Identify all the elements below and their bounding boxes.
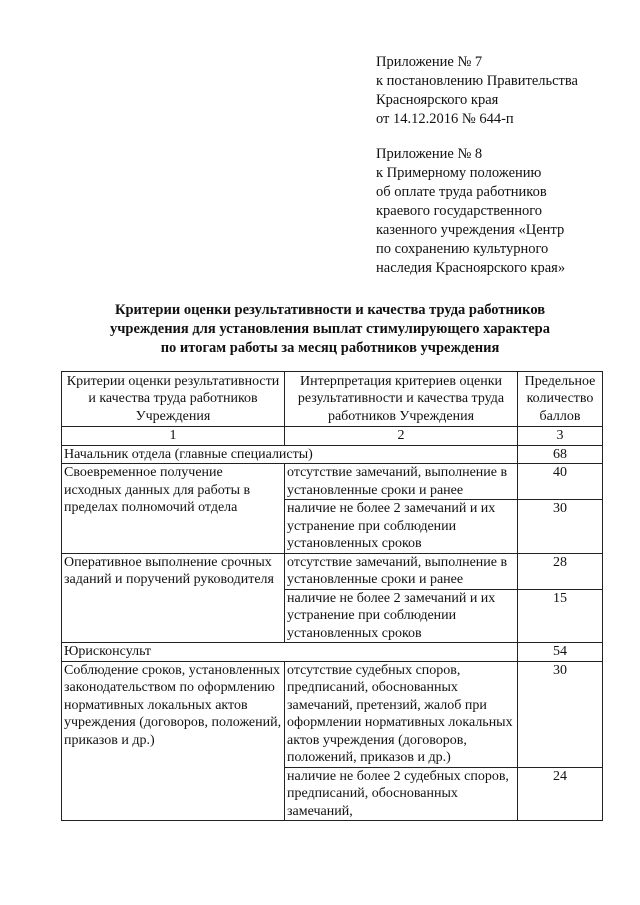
appendix-7-line: от 14.12.2016 № 644-п	[376, 111, 514, 127]
interpretation-cell: отсутствие замечаний, выполнение в установленные сроки и ранее	[285, 553, 518, 589]
appendix-8-line: краевого государственного	[376, 203, 543, 219]
col-number: 2	[285, 427, 518, 446]
title-line: Критерии оценки результативности и качества труда работников	[114, 302, 546, 318]
criterion-cell: Своевременное получение исходных данных для работы в пределах полномочий отдела	[62, 464, 285, 554]
appendix-8-line: к Примерному положению	[376, 165, 542, 181]
criteria-table	[61, 371, 603, 821]
appendix-7-line: Красноярского края	[376, 92, 499, 108]
appendix-8-line: по сохранению культурного	[376, 241, 549, 257]
points-cell: 24	[518, 767, 603, 821]
section-total: 68	[518, 445, 603, 464]
title-line: по итогам работы за месяц работников учреждения	[160, 340, 500, 356]
header-points: Предельное количество баллов	[518, 372, 603, 427]
interpretation-cell: отсутствие судебных споров, предписаний, обоснованных замечаний, претензий, жалоб при оформлении нормативных локальных актов учреждения (договоров, положений, приказов и др.)	[285, 661, 518, 767]
section-row	[62, 643, 603, 662]
criterion-cell: Оперативное выполнение срочных заданий и поручений руководителя	[62, 553, 285, 643]
points-cell: 28	[518, 553, 603, 589]
section-title: Юрисконсульт	[62, 643, 518, 662]
appendix-8-line: казенного учреждения «Центр	[376, 222, 565, 238]
interpretation-cell: наличие не более 2 судебных споров, предписаний, обоснованных замечаний,	[285, 767, 518, 821]
column-number-row	[62, 427, 603, 446]
appendix-7-line: к постановлению Правительства	[376, 73, 578, 89]
appendix-7-line: Приложение № 7	[376, 54, 483, 70]
table-row	[62, 464, 603, 500]
section-total: 54	[518, 643, 603, 662]
document-title	[60, 301, 600, 358]
criterion-cell: Соблюдение сроков, установленных законодательством по оформлению нормативных локальных актов учреждения (договоров, положений, приказов и др.)	[62, 661, 285, 821]
points-cell: 40	[518, 464, 603, 500]
appendix-8-block	[376, 145, 565, 278]
interpretation-cell: отсутствие замечаний, выполнение в установленные сроки и ранее	[285, 464, 518, 500]
points-cell: 30	[518, 500, 603, 554]
points-cell: 15	[518, 589, 603, 643]
interpretation-cell: наличие не более 2 замечаний и их устранение при соблюдении установленных сроков	[285, 500, 518, 554]
header-row	[62, 372, 603, 427]
col-number: 3	[518, 427, 603, 446]
appendix-8-line: об оплате труда работников	[376, 184, 547, 200]
header-interpretation: Интерпретация критериев оценки результативности и качества труда работников Учреждения	[285, 372, 518, 427]
title-line: учреждения для установления выплат стимулирующего характера	[109, 321, 550, 337]
appendix-8-line: Приложение № 8	[376, 146, 483, 162]
section-title: Начальник отдела (главные специалисты)	[62, 445, 518, 464]
appendix-8-line: наследия Красноярского края»	[376, 260, 566, 276]
header-criteria: Критерии оценки результативности и качества труда работников Учреждения	[62, 372, 285, 427]
points-cell: 30	[518, 661, 603, 767]
col-number: 1	[62, 427, 285, 446]
interpretation-cell: наличие не более 2 замечаний и их устранение при соблюдении установленных сроков	[285, 589, 518, 643]
table-row	[62, 553, 603, 589]
section-row	[62, 445, 603, 464]
table-row	[62, 661, 603, 767]
appendix-7-block	[376, 53, 578, 129]
